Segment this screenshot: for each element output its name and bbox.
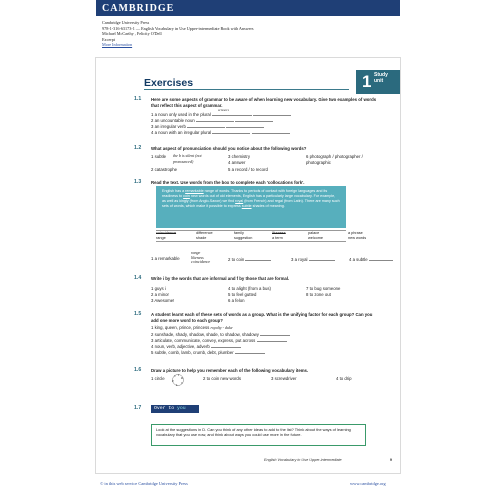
list-item: 2 sunshade, shady, shadow, shade, to shadow, shadowy [151,331,290,338]
list-item: 4 noun, verb, adjective, adverb [151,343,241,350]
exercise-number: 1.1 [134,96,142,102]
word-column: a phrase new words [348,231,367,240]
title-rule [144,89,349,90]
list-item: 3 chemistry [228,154,250,159]
word-column: coincidence range [156,231,177,240]
more-information-link[interactable]: More Information [102,42,133,48]
unit-number: 1 [362,72,372,91]
study-unit-badge [356,70,400,94]
list-item: 4 answer [228,160,246,165]
list-item: 3 an irregular verb [151,123,264,130]
list-item: 3 articulate, communicate, convey, express, put across [151,337,287,344]
list-item: 6 photograph / photographer / photographic [306,154,363,165]
excerpt-label: Excerpt [102,36,116,42]
handwritten-answer: the b is silent (not pronounced) [173,153,202,164]
publisher: Cambridge University Press [102,20,150,25]
list-item: 4 a noun with an irregular plural [151,129,290,136]
cambridge-website-link[interactable]: www.cambridge.org [350,481,386,486]
isbn-title: 978-1-316-63173-1 — English Vocabulary in Use Upper-intermediate Book with Answers [102,25,254,31]
list-item: 1 a noun only used in the plural scissors [151,111,291,118]
page-title: Exercises [144,77,194,89]
list-item: 3 Awesome! [151,298,175,303]
list-item: 5 to feel gutted [228,292,257,297]
fork-item: 3 a royal [291,256,335,263]
list-item: 4 to alight (from a bus) [228,286,271,291]
book-page: Exercises 1 Study unit 1.1 Here are some aspects of grammar to be aware of when learning new vocabulary. Give two examples of words that reflect this aspect of grammar. 1 a noun only used in the plural scissors 2 an uncountable noun 3 an irregular verb 4 a noun with an irregular plural 1.2 What aspect of pronunciation should you notice about the following words? 1 subtle the b is silent (not pronounced) 2 catastrophe 3 chemistry 4 answer 5 a record / to record 6 photograph / photographer / photographic 1.3 Read the text. Use words from the box to complete each 'collocations fork'. English has a remarkable range of words. Thanks to periods of contact with foreign languages and its readiness to coin new words out of old elements, English has a particularly large vocabulary. For example, as well as kingly (from Anglo-Saxon) we find royal (from French) and regal (from Latin). There are many such sets of words, which make it possible to express subtle shades of meaning. coincidence range difference shade family suggestion likeness a term palace welcome a phrase new words 1 a remarkable range likeness coincidence 2 to coin 3 a royal 4 a subtle 1.4 Write i by the words that are informal and f by those that are formal. 1 guys i 2 a minor 3 Awesome! 4 to alight (from a bus) 5 to feel gutted 6 a felon 7 to bug someone 8 to zone out 1.5 A student learnt each of these sets of words as a group. What is the unifying factor for each group? Can you add one more word to each group? 1 king, queen, prince, princess royalty - duke 2 sunshade, shady, shadow, shade, to shadow, shadowy 3 articulate, communicate, convey, express, put across 4 noun, verb, adjective, adverb 5 subtle, comb, lamb, crumb, debt, plumber 1.6 Draw a picture to help you remember each of the following vocabulary items. 1 circle C I R C L E 2 to coin new words 3 screwdriver 4 to drip 1.7 Over to you Look at the suggestions in D. Can you think of any other ideas to add to the list? Think about the ways of learning vocabulary that you use now, and think about ways you could use more in the future. English Vocabulary in Use Upper-intermediate 9 [96,58,400,473]
handwritten-answer: scissors [217,108,230,112]
word-column: family suggestion [234,231,253,240]
list-item: 1 king, queen, prince, princess royalty - duke [151,325,233,330]
book-metadata [102,20,402,48]
cambridge-logo: CAMBRIDGE [102,3,175,14]
fork-item: 2 to coin [228,256,271,263]
over-to-you-tag: Over to you [151,405,199,413]
circle-drawing: C I R C L E [172,373,184,387]
list-item: 2 to coin new words [203,376,241,381]
word-column: difference shade [196,231,213,240]
list-item: 5 subtle, comb, lamb, crumb, debt, plumber [151,349,265,356]
word-column: palace welcome [308,231,323,240]
list-item: 4 to drip [336,376,352,381]
exercise-question: Here are some aspects of grammar to be aware of when learning new vocabulary. Give two examples of words that reflect this aspect of grammar. [151,97,377,108]
word-column: likeness a term [272,231,286,240]
reading-text-box: English has a remarkable range of words. Thanks to periods of contact with foreign languages and its readiness to coin new words out of old elements, English has a particularly large vocabulary. For example, as well as kingly (from Anglo-Saxon) we find royal (from French) and regal (from Latin). There are many such sets of words, which make it possible to express subtle shades of meaning. [156,186,346,228]
list-item: 2 catastrophe [151,167,178,172]
page-number: 9 [389,458,392,462]
list-item: 3 screwdriver [271,376,297,381]
list-item: 8 to zone out [306,292,331,297]
fork-item: 1 a remarkable [151,256,180,261]
list-item: 1 circle [151,376,165,381]
copyright-link[interactable]: © in this web service Cambridge University Press [100,481,188,486]
fork-item: 4 a subtle [349,256,393,263]
authors: Michael McCarthy , Felicity O'Dell [102,31,162,37]
handwritten-forks: range likeness coincidence [191,250,211,265]
handwritten-answer: royalty - duke [210,325,233,330]
list-item: 1 subtle [151,154,167,159]
over-to-you-box: Look at the suggestions in D. Can you think of any other ideas to add to the list? Think about the ways of learning vocabulary that you use now, and think about ways you could use more in the future. [151,424,366,446]
list-item: 2 a minor [151,292,169,297]
unit-label: Study unit [374,72,388,84]
list-item: 7 to bug someone [306,286,341,291]
list-item: 6 a felon [228,298,245,303]
page-footer: English Vocabulary in Use Upper-intermediate 9 [264,458,392,462]
list-item: 1 guys i [151,286,166,291]
list-item: 2 an uncountable noun [151,117,273,124]
list-item: 5 a record / to record [228,167,268,172]
